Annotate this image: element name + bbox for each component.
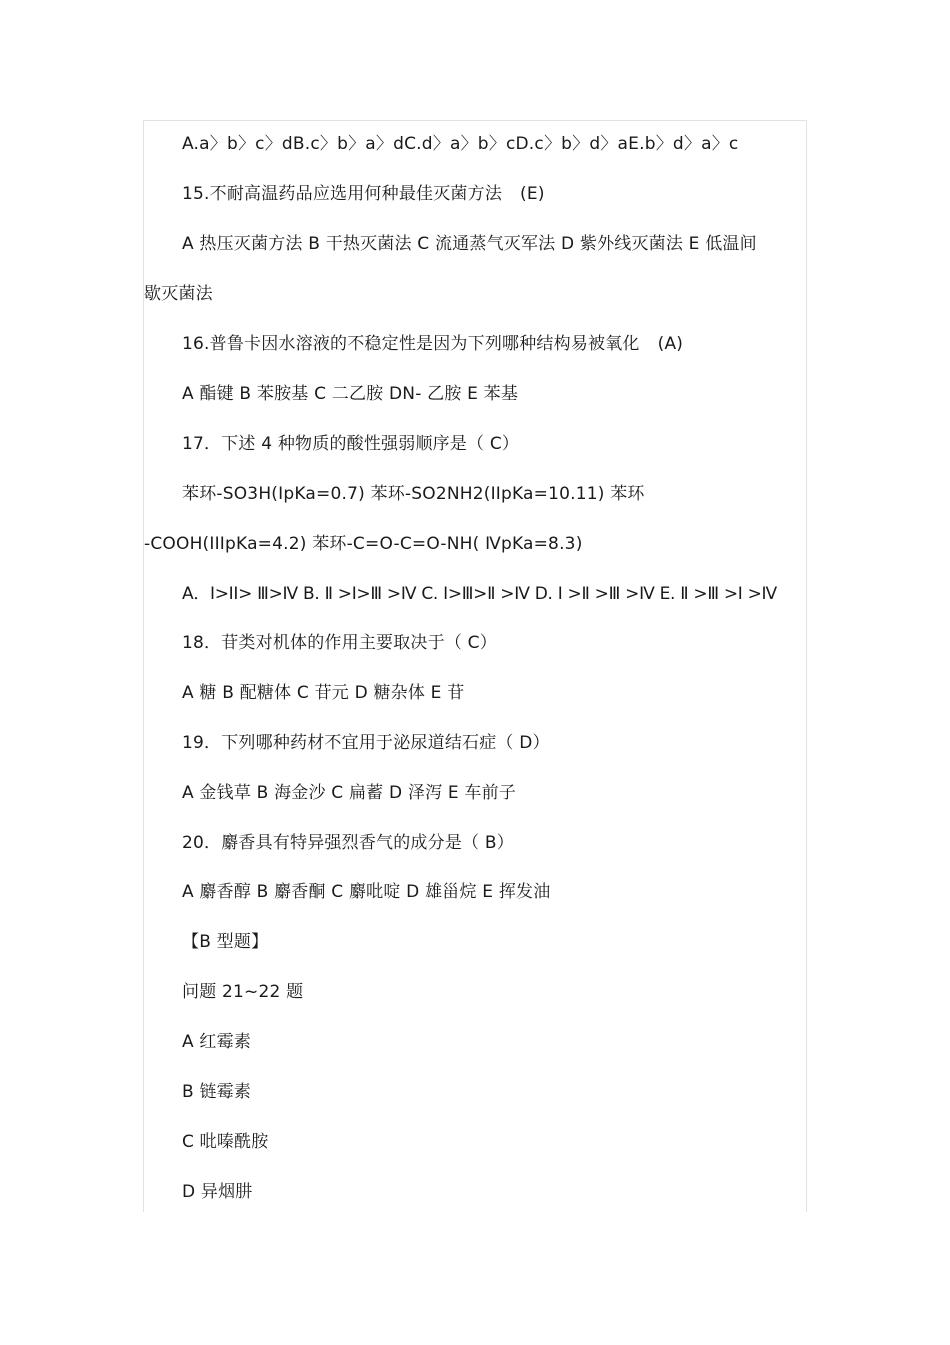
- q15-options: A 热压灭菌方法 B 干热灭菌法 C 流通蒸气灭军法 D 紫外线灭菌法 E 低温间: [182, 234, 757, 254]
- q16-options: A 酯键 B 苯胺基 C 二乙胺 DN- 乙胺 E 苯基: [182, 384, 519, 404]
- q17-question: 17．下述 4 种物质的酸性强弱顺序是（ C）: [182, 434, 520, 454]
- q15-text: 15.不耐高温药品应选用何种最佳灭菌方法: [182, 184, 503, 204]
- page-border-top: [143, 120, 807, 121]
- q14-options: A.a〉b〉c〉dB.c〉b〉a〉dC.d〉a〉b〉cD.c〉b〉d〉aE.b〉d〉a〉c: [182, 134, 739, 154]
- q16-text: 16.普鲁卡因水溶液的不稳定性是因为下列哪种结构易被氧化: [182, 334, 640, 354]
- q20-options: A 麝香醇 B 麝香酮 C 麝吡啶 D 雄甾烷 E 挥发油: [182, 882, 551, 902]
- section-heading-b-type: 【B 型题】: [182, 932, 269, 952]
- q17-options: A．I>II> Ⅲ>Ⅳ B. Ⅱ >Ⅰ>Ⅲ >Ⅳ C. Ⅰ>Ⅲ>Ⅱ >Ⅳ D. Ⅰ >Ⅱ >Ⅲ >Ⅳ E. Ⅱ >Ⅲ >Ⅰ >Ⅳ: [182, 584, 777, 604]
- q15-answer: (E): [520, 184, 545, 204]
- q17-compounds-continued: -COOH(IIIpKa=4.2) 苯环-C=O-C=O-NH( ⅣpKa=8.3): [144, 534, 583, 554]
- option-b: B 链霉素: [182, 1082, 252, 1102]
- question-group-21-22: 问题 21~22 题: [182, 982, 304, 1002]
- q19-question: 19．下列哪种药材不宜用于泌尿道结石症（ D）: [182, 733, 550, 753]
- q17-compounds: 苯环-SO3H(IpKa=0.7) 苯环-SO2NH2(IIpKa=10.11) 苯环: [182, 484, 645, 504]
- option-a: A 红霉素: [182, 1032, 252, 1052]
- page-border-right: [806, 120, 807, 1212]
- q20-question: 20．麝香具有特异强烈香气的成分是（ B）: [182, 833, 514, 853]
- q16-answer: (A): [657, 334, 684, 354]
- q19-options: A 金钱草 B 海金沙 C 扁蓄 D 泽泻 E 车前子: [182, 783, 517, 803]
- option-d: D 异烟肼: [182, 1182, 253, 1202]
- q15-options-continued: 歇灭菌法: [144, 284, 213, 304]
- q16-question: [182, 333, 683, 355]
- option-c: C 吡嗪酰胺: [182, 1132, 269, 1152]
- q18-options: A 糖 B 配糖体 C 苷元 D 糖杂体 E 苷: [182, 683, 465, 703]
- q15-question: [182, 183, 545, 205]
- q18-question: 18．苷类对机体的作用主要取决于（ C）: [182, 633, 497, 653]
